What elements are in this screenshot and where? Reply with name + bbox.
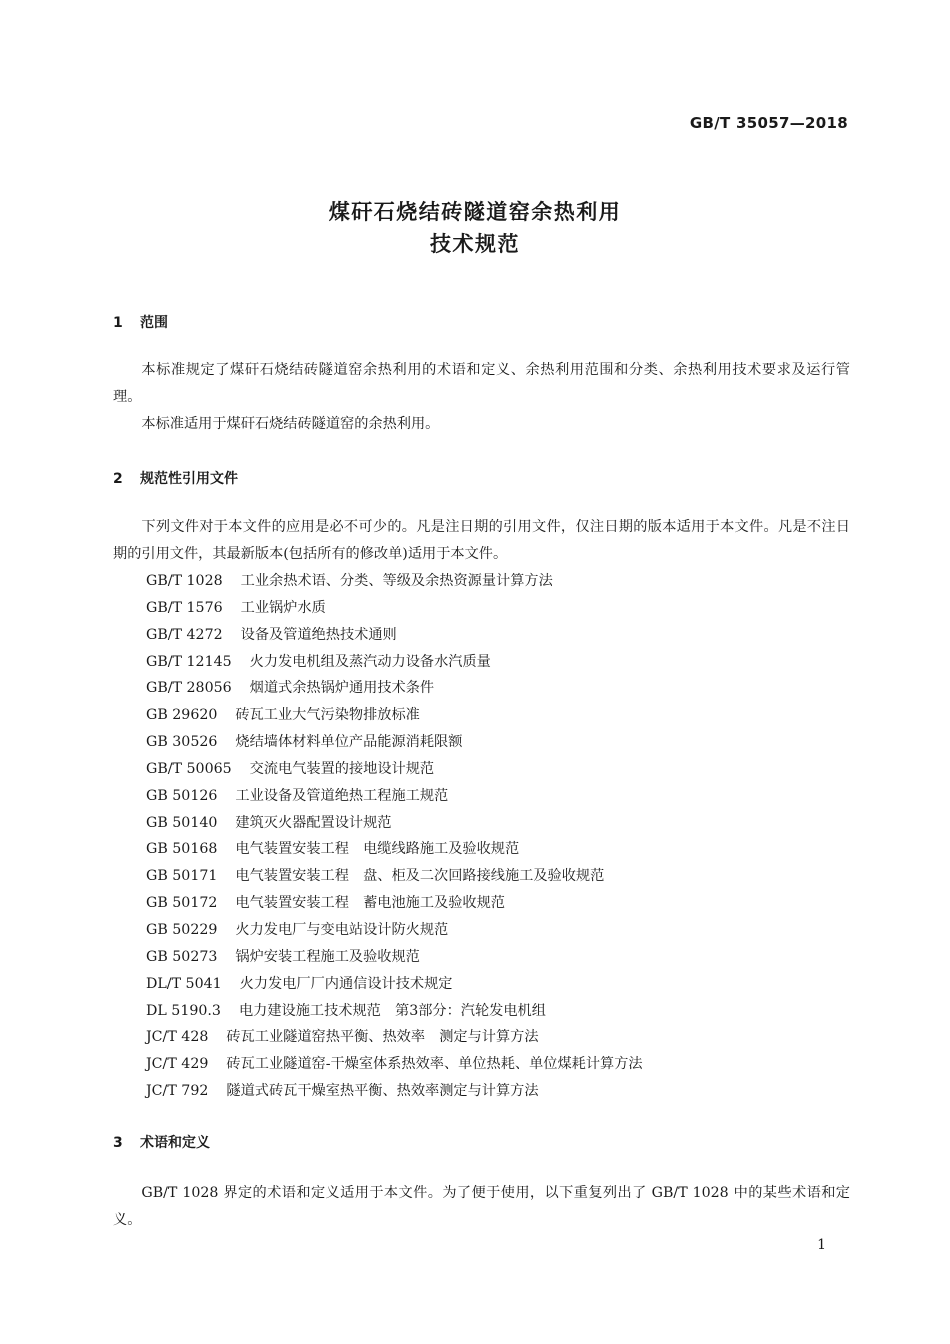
reference-title: 砖瓦工业隧道窑热平衡、热效率 测定与计算方法 bbox=[226, 1029, 539, 1046]
reference-code: GB/T 28056 bbox=[146, 680, 232, 697]
reference-code: GB 50172 bbox=[146, 895, 218, 912]
reference-title: 锅炉安装工程施工及验收规范 bbox=[235, 948, 420, 965]
reference-code: GB/T 4272 bbox=[146, 626, 223, 643]
reference-title: 电气装置安装工程 蓄电池施工及验收规范 bbox=[235, 895, 505, 912]
reference-item bbox=[146, 649, 643, 676]
references-intro: 下列文件对于本文件的应用是必不可少的。凡是注日期的引用文件，仅注日期的版本适用于本文件。凡是不注日期的引用文件，其最新版本(包括所有的修改单)适用于本文件。 bbox=[113, 519, 850, 562]
reference-item bbox=[146, 568, 643, 595]
reference-title: 工业余热术语、分类、等级及余热资源量计算方法 bbox=[240, 573, 553, 589]
reference-item bbox=[146, 783, 643, 810]
section-title: 术语和定义 bbox=[140, 1135, 210, 1151]
reference-title: 烟道式余热锅炉通用技术条件 bbox=[249, 680, 435, 697]
reference-code: GB/T 1576 bbox=[146, 599, 223, 616]
reference-title: 隧道式砖瓦干燥室热平衡、热效率测定与计算方法 bbox=[226, 1083, 539, 1100]
reference-code: GB 50140 bbox=[146, 814, 218, 831]
reference-item bbox=[146, 675, 643, 702]
reference-title: 砖瓦工业隧道窑-干燥室体系热效率、单位热耗、单位煤耗计算方法 bbox=[226, 1056, 643, 1073]
reference-title: 工业锅炉水质 bbox=[240, 599, 326, 616]
section-3-heading bbox=[113, 1132, 210, 1152]
reference-item bbox=[146, 702, 643, 729]
reference-code: GB/T 50065 bbox=[146, 760, 232, 777]
reference-item bbox=[146, 622, 643, 649]
reference-item bbox=[146, 595, 643, 622]
reference-title: 砖瓦工业大气污染物排放标准 bbox=[235, 707, 420, 724]
reference-title: 火力发电厂厂内通信设计技术规定 bbox=[239, 975, 453, 992]
reference-title: 建筑灭火器配置设计规范 bbox=[235, 814, 392, 831]
reference-item bbox=[146, 971, 643, 998]
reference-item bbox=[146, 998, 643, 1025]
reference-title: 交流电气装置的接地设计规范 bbox=[249, 760, 435, 777]
page-number: 1 bbox=[817, 1237, 826, 1253]
reference-code: GB 30526 bbox=[146, 734, 218, 751]
reference-list bbox=[146, 568, 643, 1105]
reference-item bbox=[146, 1024, 643, 1051]
reference-item bbox=[146, 1078, 643, 1105]
reference-code: DL 5190.3 bbox=[146, 1002, 221, 1019]
reference-code: GB/T 1028 bbox=[146, 573, 223, 589]
reference-title: 设备及管道绝热技术通则 bbox=[240, 626, 397, 643]
reference-title: 电气装置安装工程 电缆线路施工及验收规范 bbox=[235, 841, 520, 858]
scope-paragraph-2: 本标准适用于煤矸石烧结砖隧道窑的余热利用。 bbox=[141, 416, 440, 432]
title-line-2: 技术规范 bbox=[430, 232, 520, 256]
scope-paragraph-1: 本标准规定了煤矸石烧结砖隧道窑余热利用的术语和定义、余热利用范围和分类、余热利用技术要求及运行管理。 bbox=[113, 362, 850, 405]
reference-code: GB/T 12145 bbox=[146, 653, 232, 670]
reference-item bbox=[146, 810, 643, 837]
section-title: 规范性引用文件 bbox=[140, 471, 238, 487]
reference-code: GB 50168 bbox=[146, 841, 218, 858]
reference-item bbox=[146, 836, 643, 863]
reference-item bbox=[146, 1051, 643, 1078]
section-1-heading bbox=[113, 312, 168, 332]
reference-code: JC/T 792 bbox=[146, 1083, 209, 1100]
reference-title: 电力建设施工技术规范 第3部分：汽轮发电机组 bbox=[238, 1002, 546, 1019]
section-2-heading bbox=[113, 468, 238, 488]
section-number: 3 bbox=[113, 1135, 123, 1151]
reference-item bbox=[146, 756, 643, 783]
reference-title: 电气装置安装工程 盘、柜及二次回路接线施工及验收规范 bbox=[235, 868, 605, 885]
title-line-1: 煤矸石烧结砖隧道窑余热利用 bbox=[328, 200, 622, 224]
reference-item bbox=[146, 944, 643, 971]
terms-paragraph: GB/T 1028 界定的术语和定义适用于本文件。为了便于使用，以下重复列出了 GB/T 1028 中的某些术语和定义。 bbox=[113, 1185, 850, 1228]
reference-title: 火力发电机组及蒸汽动力设备水汽质量 bbox=[249, 653, 491, 670]
section-number: 1 bbox=[113, 315, 123, 331]
reference-code: JC/T 428 bbox=[146, 1029, 209, 1046]
reference-code: GB 50229 bbox=[146, 921, 218, 938]
document-title bbox=[0, 196, 950, 260]
reference-title: 烧结墙体材料单位产品能源消耗限额 bbox=[235, 734, 463, 751]
reference-title: 火力发电厂与变电站设计防火规范 bbox=[235, 921, 449, 938]
section-title: 范围 bbox=[140, 315, 168, 331]
reference-title: 工业设备及管道绝热工程施工规范 bbox=[235, 787, 449, 804]
section-number: 2 bbox=[113, 471, 123, 487]
reference-code: JC/T 429 bbox=[146, 1056, 209, 1073]
reference-item bbox=[146, 729, 643, 756]
reference-code: DL/T 5041 bbox=[146, 975, 222, 992]
reference-code: GB 50126 bbox=[146, 787, 218, 804]
reference-item bbox=[146, 863, 643, 890]
reference-code: GB 29620 bbox=[146, 707, 218, 724]
reference-code: GB 50171 bbox=[146, 868, 218, 885]
standard-code: GB/T 35057—2018 bbox=[689, 114, 848, 132]
reference-code: GB 50273 bbox=[146, 948, 218, 965]
reference-item bbox=[146, 890, 643, 917]
reference-item bbox=[146, 917, 643, 944]
